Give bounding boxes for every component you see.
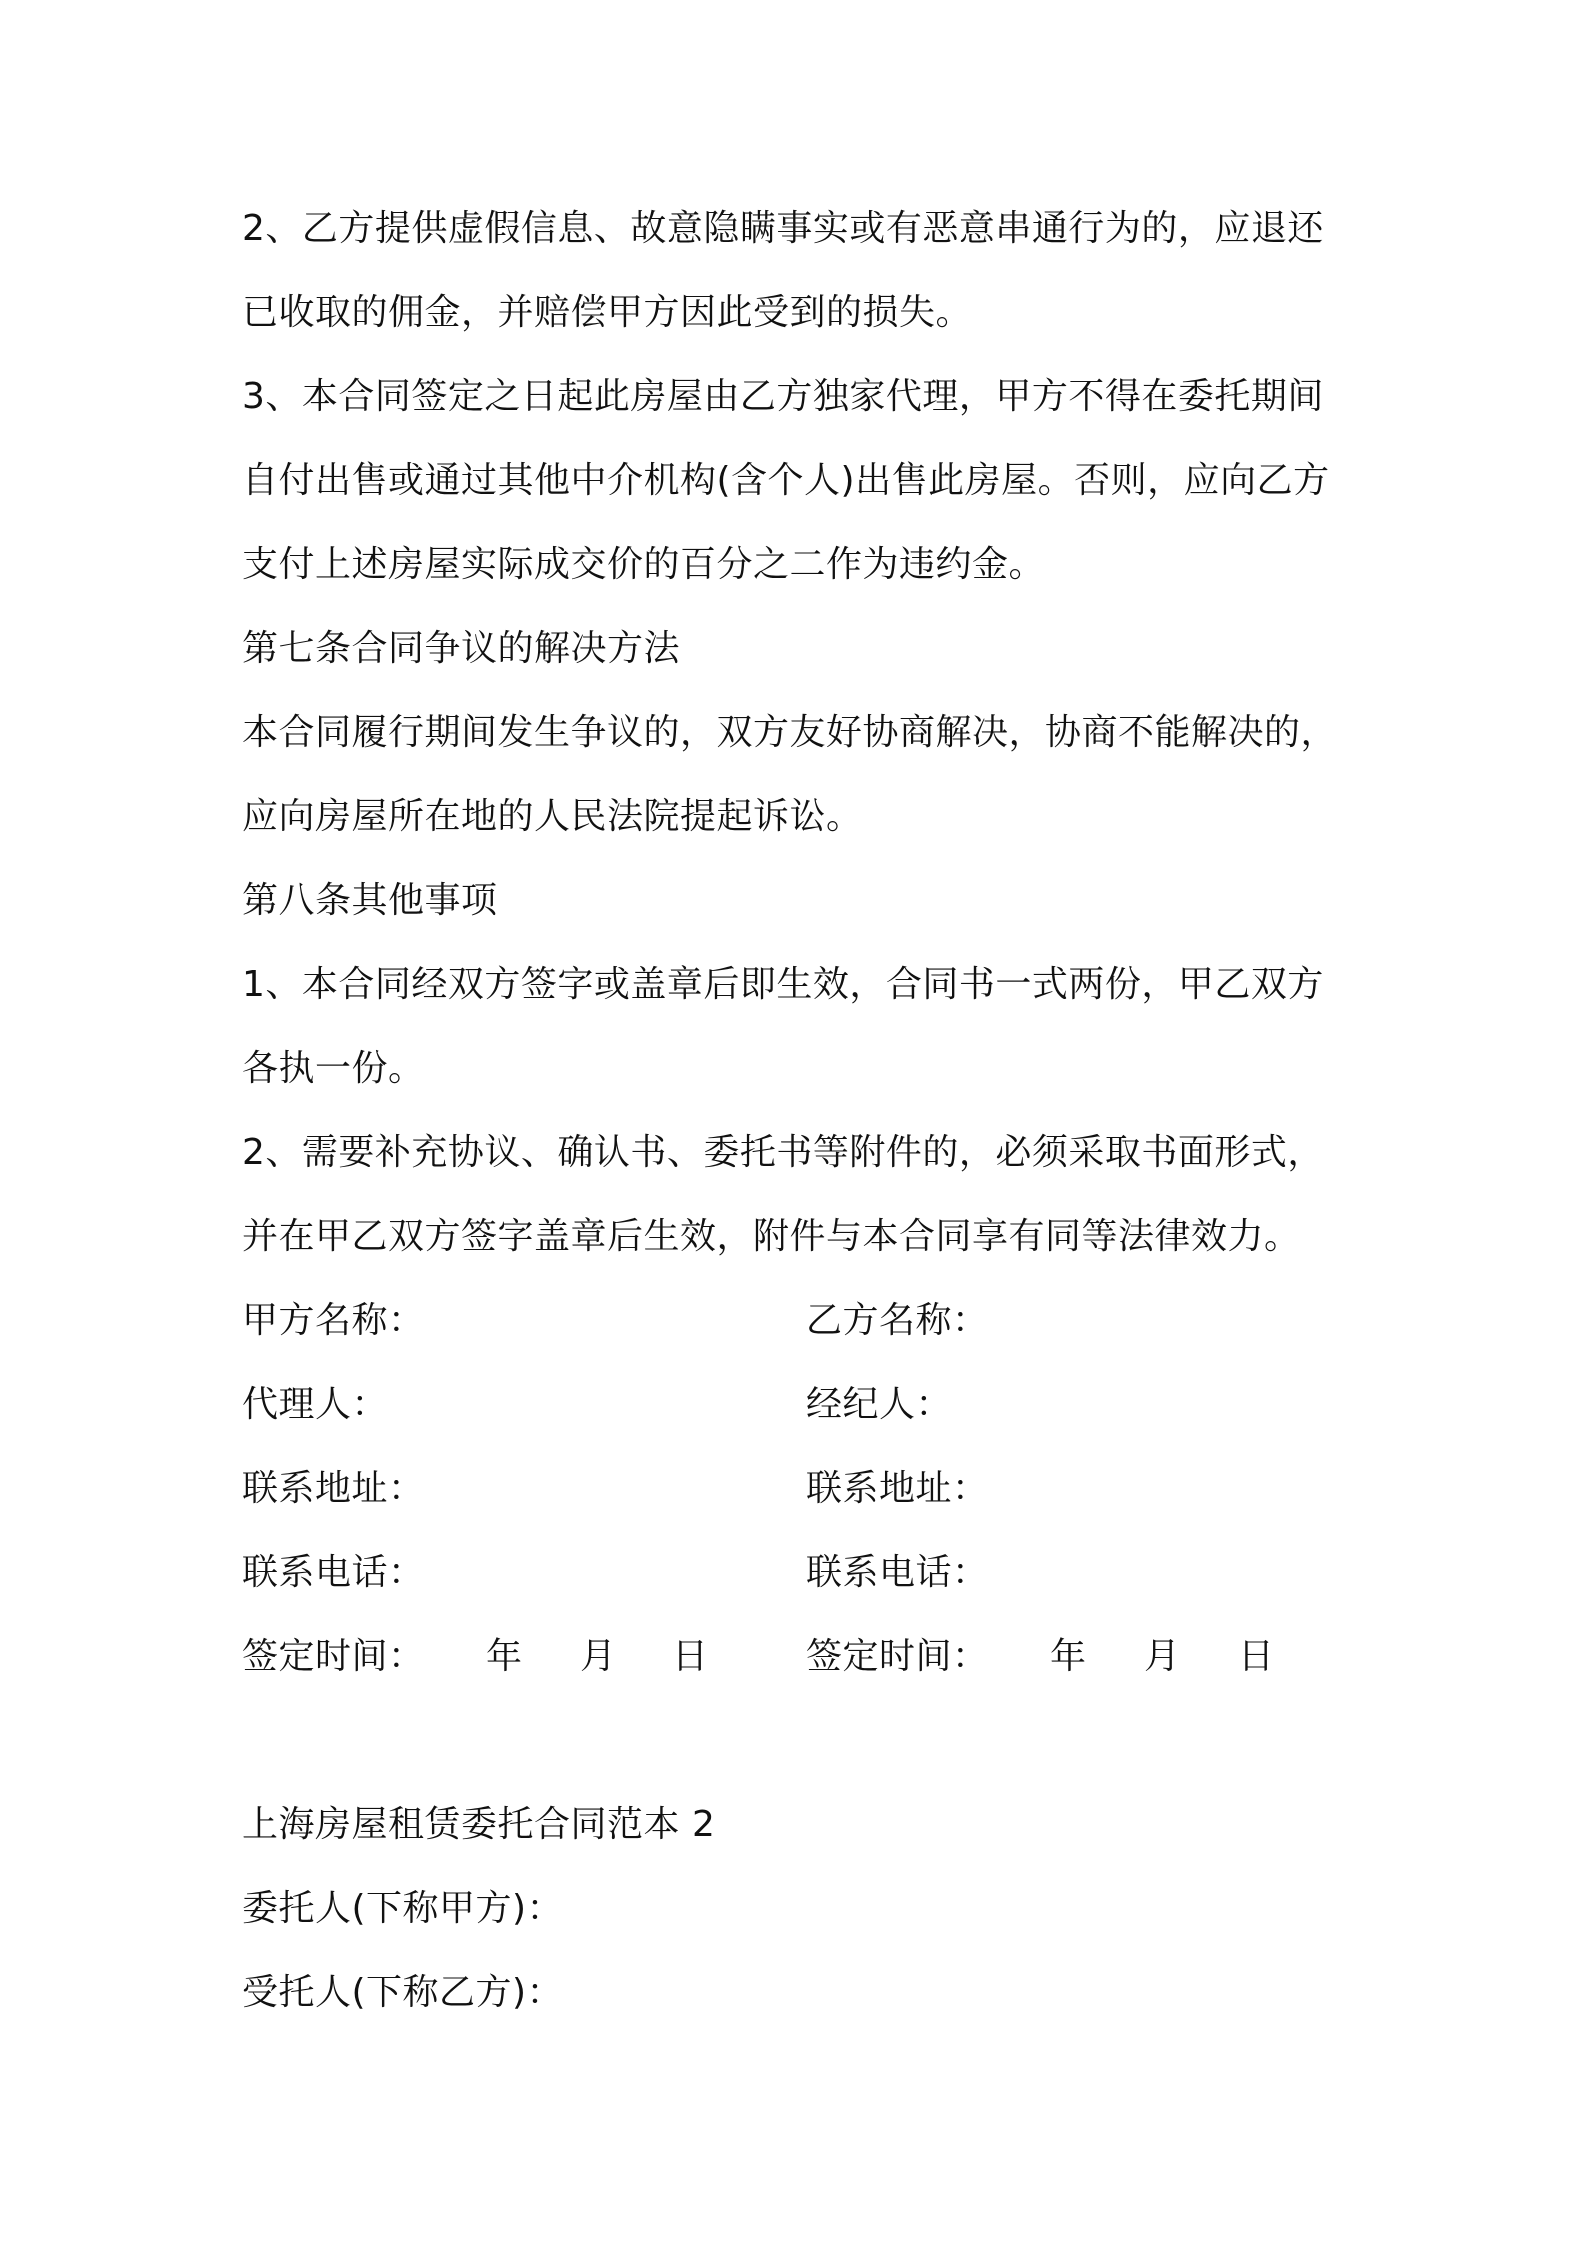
party-a-date-label: 签定时间：	[242, 1636, 425, 1677]
clause-6-item-3-line-3: 支付上述房屋实际成交价的百分之二作为违约金。	[242, 544, 1046, 585]
party-b-agent-label: 经纪人：	[806, 1384, 953, 1425]
clause-6-item-2-line-1: 2、乙方提供虚假信息、故意隐瞒事实或有恶意串通行为的，应退还	[242, 208, 1324, 249]
party-a-date-year: 年	[486, 1636, 523, 1677]
party-b-date-year: 年	[1050, 1636, 1087, 1677]
party-a-address-label: 联系地址：	[242, 1468, 425, 1509]
party-a-date-day: 日	[672, 1636, 709, 1677]
clause-6-item-3-line-2: 自付出售或通过其他中介机构(含个人)出售此房屋。否则，应向乙方	[242, 460, 1330, 501]
clause-8-item-2-line-2: 并在甲乙双方签字盖章后生效，附件与本合同享有同等法律效力。	[242, 1216, 1301, 1257]
party-a-agent-label: 代理人：	[242, 1384, 389, 1425]
next-contract-title: 上海房屋租赁委托合同范本 2	[242, 1804, 716, 1845]
clause-8-title: 第八条其他事项	[242, 880, 498, 921]
party-a-name-label: 甲方名称：	[242, 1300, 425, 1341]
agent-label: 受托人(下称乙方)：	[242, 1972, 564, 2013]
clause-6-item-2-line-2: 已收取的佣金，并赔偿甲方因此受到的损失。	[242, 292, 973, 333]
clause-8-item-2-line-1: 2、需要补充协议、确认书、委托书等附件的，必须采取书面形式，	[242, 1132, 1324, 1173]
party-b-date-label: 签定时间：	[806, 1636, 989, 1677]
party-b-name-label: 乙方名称：	[806, 1300, 989, 1341]
clause-8-item-1-line-1: 1、本合同经双方签字或盖章后即生效，合同书一式两份，甲乙双方	[242, 964, 1324, 1005]
party-a-phone-label: 联系电话：	[242, 1552, 425, 1593]
party-b-date-month: 月	[1144, 1636, 1181, 1677]
clause-6-item-3-line-1: 3、本合同签定之日起此房屋由乙方独家代理，甲方不得在委托期间	[242, 376, 1324, 417]
party-a-date-month: 月	[580, 1636, 617, 1677]
clause-7-title: 第七条合同争议的解决方法	[242, 628, 681, 669]
principal-label: 委托人(下称甲方)：	[242, 1888, 564, 1929]
clause-8-item-1-line-2: 各执一份。	[242, 1048, 425, 1089]
clause-7-body-line-2: 应向房屋所在地的人民法院提起诉讼。	[242, 796, 863, 837]
party-b-phone-label: 联系电话：	[806, 1552, 989, 1593]
party-b-date-day: 日	[1238, 1636, 1275, 1677]
party-b-address-label: 联系地址：	[806, 1468, 989, 1509]
clause-7-body-line-1: 本合同履行期间发生争议的，双方友好协商解决，协商不能解决的，	[242, 712, 1338, 753]
